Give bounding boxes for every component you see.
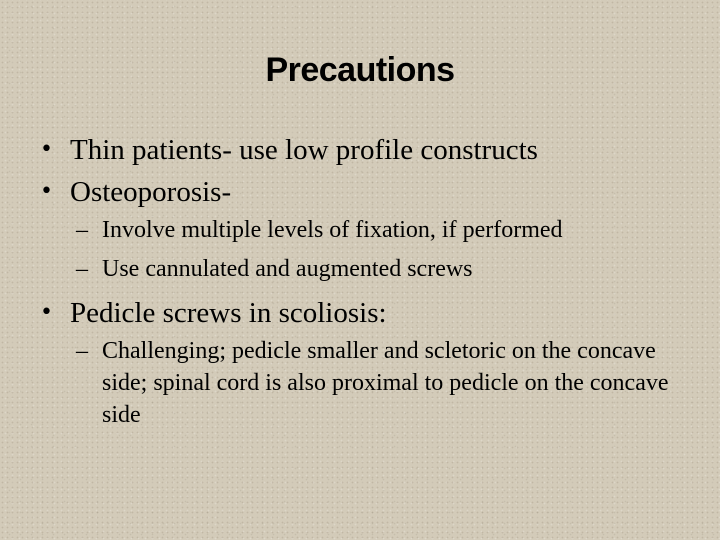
bullet-item-osteoporosis	[40, 172, 700, 212]
bullet-item-pedicle-screws	[40, 293, 700, 333]
bullet-list	[40, 130, 700, 438]
bullet-text: Osteoporosis-	[70, 176, 232, 208]
sub-item-text: Involve multiple levels of fixation, if performed	[102, 217, 563, 243]
sub-item-cannulated-screws	[40, 253, 700, 285]
dash-icon: –	[76, 217, 88, 243]
bullet-icon: •	[40, 300, 53, 325]
bullet-item-thin-patients	[40, 130, 700, 170]
dash-icon: –	[76, 256, 88, 282]
bullet-text: Pedicle screws in scoliosis:	[70, 297, 387, 329]
bullet-icon: •	[40, 179, 53, 204]
dash-icon: –	[76, 338, 88, 364]
slide-title: Precautions	[265, 51, 455, 89]
bullet-icon: •	[40, 137, 53, 162]
sub-item-text: Use cannulated and augmented screws	[102, 256, 473, 282]
sub-item-challenging	[40, 335, 700, 431]
bullet-text: Thin patients- use low profile constructs	[70, 134, 538, 166]
sub-item-multiple-levels	[40, 214, 700, 246]
sub-item-text: Challenging; pedicle smaller and scletoric on the concave side; spinal cord is also proximal to pedicle on the concave side	[102, 338, 669, 428]
